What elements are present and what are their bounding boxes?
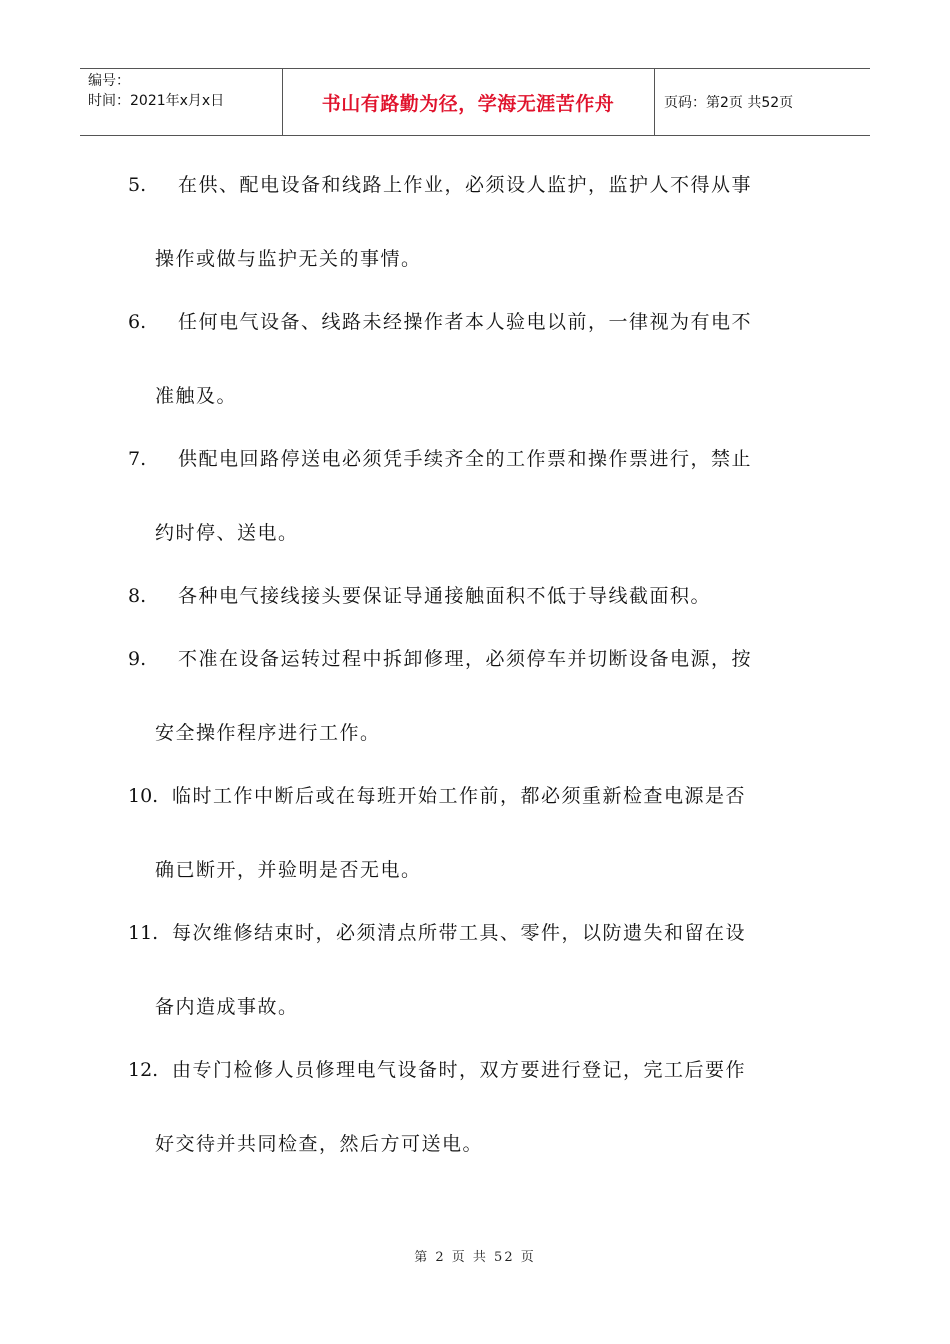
item-text: 操作或做与监护无关的事情。 [155,248,422,270]
item-number: 12. [128,1059,159,1081]
item-number: 6. [128,311,147,333]
item-text: 各种电气接线接头要保证导通接触面积不低于导线截面积。 [178,585,712,607]
header-motto: 书山有路勤为径，学海无涯苦作舟 [321,92,615,115]
header-page-info: 页码：第2页 共52页 [664,95,794,111]
document-code-label: 编号： [88,73,130,89]
item-text: 安全操作程序进行工作。 [155,722,381,744]
item-text: 临时工作中断后或在每班开始工作前，都必须重新检查电源是否 [172,785,747,807]
item-text: 不准在设备运转过程中拆卸修理，必须停车并切断设备电源，按 [178,648,753,670]
item-text: 约时停、送电。 [155,522,299,544]
item-number: 9. [128,648,147,670]
item-number: 10. [128,785,159,807]
item-text: 在供、配电设备和线路上作业，必须设人监护，监护人不得从事 [178,174,753,196]
item-text: 任何电气设备、线路未经操作者本人验电以前，一律视为有电不 [178,311,753,333]
item-number: 11. [128,922,159,944]
item-text: 准触及。 [155,385,238,407]
page-footer: 第 2 页 共 52 页 [414,1250,536,1265]
document-date: 时间：2021年x月x日 [88,93,225,109]
item-text: 好交待并共同检查，然后方可送电。 [155,1133,484,1155]
item-text: 由专门检修人员修理电气设备时，双方要进行登记，完工后要作 [172,1059,747,1081]
item-number: 7. [128,448,147,470]
item-number: 5. [128,174,147,196]
header-divider [654,69,655,135]
item-text: 供配电回路停送电必须凭手续齐全的工作票和操作票进行，禁止 [178,448,753,470]
item-text: 备内造成事故。 [155,996,299,1018]
page-header [80,68,870,136]
item-text: 每次维修结束时，必须清点所带工具、零件，以防遗失和留在设 [172,922,747,944]
item-text: 确已断开，并验明是否无电。 [155,859,422,881]
header-meta [88,71,224,111]
item-number: 8. [128,585,147,607]
